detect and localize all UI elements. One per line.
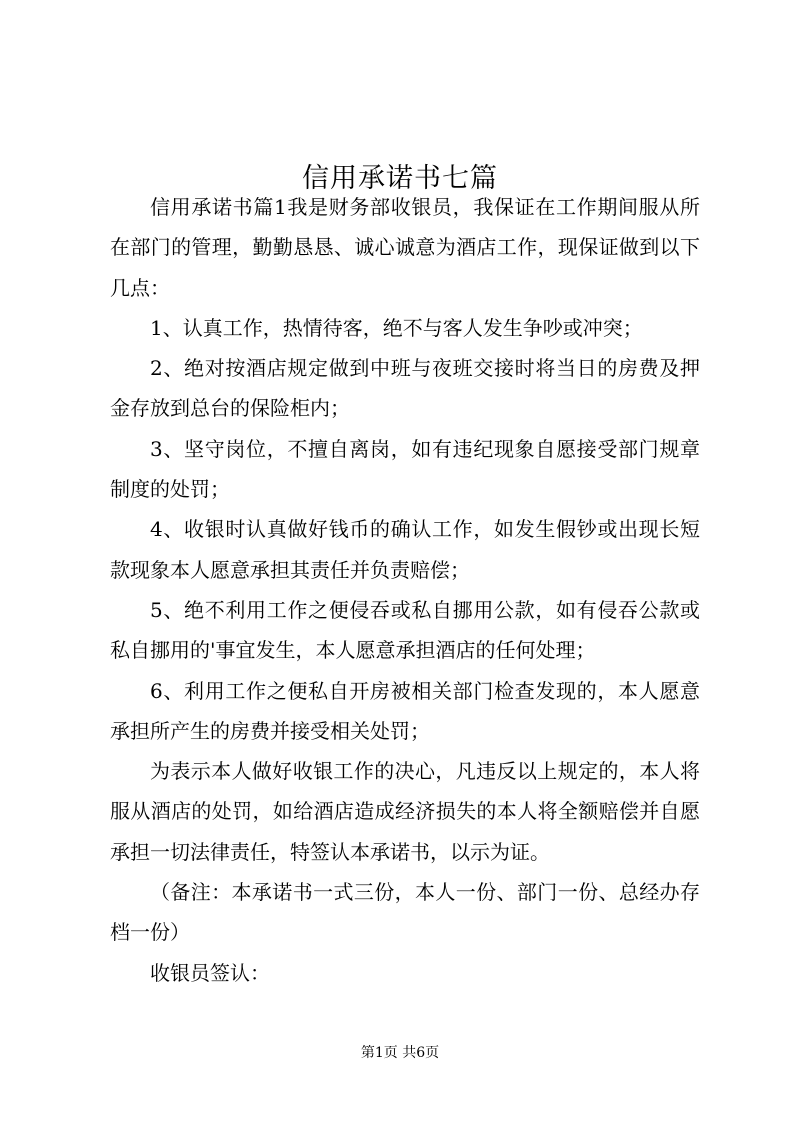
paragraph-item-3: 3、坚守岗位，不擅自离岗，如有违纪现象自愿接受部门规章制度的处罚； [110,436,700,502]
page-footer: 第1页 共6页 [360,1045,440,1061]
paragraph-item-6: 6、利用工作之便私自开房被相关部门检查发现的，本人愿意承担所产生的房费并接受相关处罚； [110,678,700,743]
paragraph-item-4: 4、收银时认真做好钱币的确认工作，如发生假钞或出现长短款现象本人愿意承担其责任并负责赔偿； [110,517,700,582]
paragraph-signature: 收银员签认： [150,960,270,985]
paragraph-item-2: 2、绝对按酒店规定做到中班与夜班交接时将当日的房费及押金存放到总台的保险柜内； [110,356,700,421]
paragraph-item-5: 5、绝不利用工作之便侵吞或私自挪用公款，如有侵吞公款或私自挪用的'事宜发生，本人愿意承担酒店的任何处理； [110,597,700,663]
paragraph-item-1: 1、认真工作，热情待客，绝不与客人发生争吵或冲突； [150,315,643,340]
paragraph-pledge: 为表示本人做好收银工作的决心，凡违反以上规定的，本人将服从酒店的处罚，如给酒店造成经济损失的本人将全额赔偿并自愿承担一切法律责任，特签认本承诺书，以示为证。 [110,759,700,864]
paragraph-intro: 信用承诺书篇1我是财务部收银员，我保证在工作期间服从所在部门的管理，勤勤恳恳、诚心诚意为酒店工作，现保证做到以下几点： [110,195,700,300]
paragraph-note: （备注：本承诺书一式三份，本人一份、部门一份、总经办存档一份） [110,880,700,945]
document-body [110,187,700,993]
document-title: 信用承诺书七篇 [302,163,498,195]
